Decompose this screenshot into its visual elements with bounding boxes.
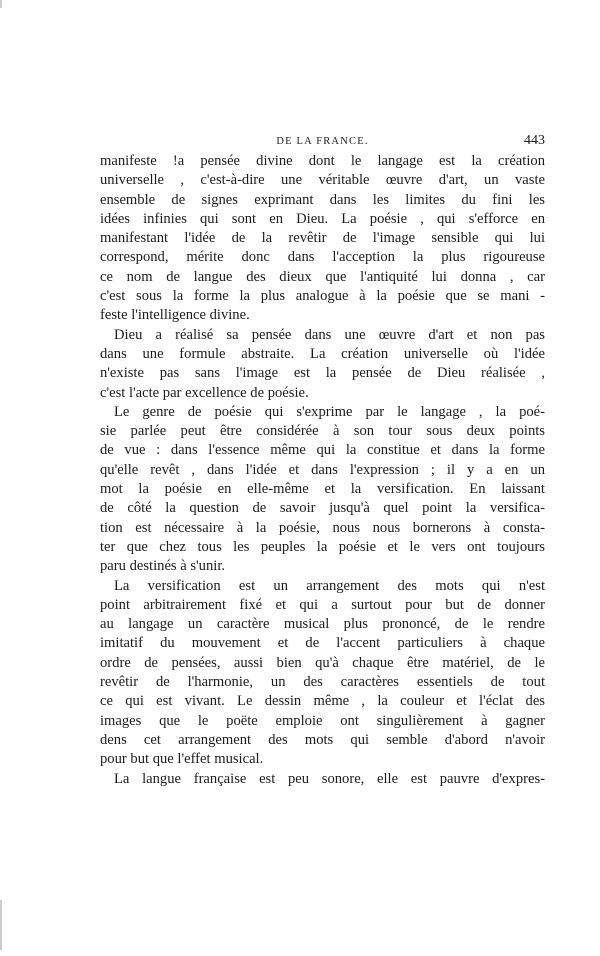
paragraph [100, 577, 545, 770]
text-line: qu'elle revêt , dans l'idée et dans l'expression ; il y a en un [100, 461, 545, 478]
text-line: ce nom de langue des dieux que l'antiquité lui donna , car [100, 268, 545, 285]
text-line: ter que chez tous les peuples la poésie et le vers ont toujours [100, 538, 545, 555]
text-line: tion est nécessaire à la poésie, nous nous bornerons à consta- [100, 519, 545, 536]
text-line: La langue française est peu sonore, elle est pauvre d'expres- [114, 770, 545, 787]
running-head-title: DE LA FRANCE. [276, 136, 369, 147]
scan-edge-mark [0, 0, 2, 8]
text-line: paru destinés à s'unir. [100, 558, 226, 575]
text-line: sie parlée peut être considérée à son tour sous deux points [100, 423, 545, 440]
text-line: ce qui est vivant. Le dessin même , la couleur et l'éclat des [100, 693, 545, 710]
text-line: ordre de pensées, aussi bien qu'à chaque être matériel, de le [100, 654, 545, 671]
page-number: 443 [524, 133, 545, 148]
text-line: correspond, mérite donc dans l'acception la plus rigoureuse [100, 249, 545, 266]
text-line: Dieu a réalisé sa pensée dans une œuvre d'art et non pas [114, 326, 545, 343]
page-body [100, 152, 545, 789]
text-line: manifeste !a pensée divine dont le langage est la création [100, 153, 545, 169]
text-line: mot la poésie en elle-même et la versification. En laissant [100, 481, 545, 498]
scan-edge-mark [0, 900, 2, 950]
text-line: au langage un caractère musical plus prononcé, de le rendre [100, 616, 545, 633]
text-line: point arbitrairement fixé et qui a surtout pour but de donner [100, 596, 545, 613]
text-line: c'est l'acte par excellence de poésie. [100, 384, 309, 401]
running-head [100, 133, 545, 151]
text-line: n'existe pas sans l'image est la pensée de Dieu réalisée , [100, 365, 545, 382]
text-line: feste l'intelligence divine. [100, 307, 250, 324]
text-line: dans une formule abstraite. La création universelle où l'idée [100, 345, 545, 362]
paragraph [100, 326, 545, 403]
paragraph [100, 770, 545, 789]
text-line: pour but que l'effet musical. [100, 751, 264, 768]
text-line: La versification est un arrangement des mots qui n'est [114, 577, 545, 594]
text-line: Le genre de poésie qui s'exprime par le langage , la poé- [114, 403, 545, 420]
paragraph [100, 152, 545, 326]
text-line: imitatif du mouvement et de l'accent particuliers à chaque [100, 635, 545, 652]
text-line: c'est sous la forme la plus analogue à la poésie que se mani - [100, 288, 545, 305]
text-line: revêtir de l'harmonie, un des caractères essentiels de tout [100, 674, 545, 691]
text-line: dens cet arrangement des mots qui semble d'abord n'avoir [100, 731, 545, 748]
text-line: idées infinies qui sont en Dieu. La poésie , qui s'efforce en [100, 210, 545, 227]
paragraph [100, 403, 545, 577]
text-line: universelle , c'est-à-dire une véritable œuvre d'art, un vaste [100, 172, 545, 189]
text-line: de côté la question de savoir jusqu'à quel point la versifica- [100, 500, 545, 517]
text-line: ensemble de signes exprimant dans les limites du fini les [100, 191, 545, 208]
text-line: images que le poëte emploie ont singulièrement à gagner [100, 712, 545, 729]
text-line: de vue : dans l'essence même qui la constitue et dans la forme [100, 442, 545, 459]
text-line: manifestant l'idée de la revêtir de l'image sensible qui lui [100, 230, 545, 247]
